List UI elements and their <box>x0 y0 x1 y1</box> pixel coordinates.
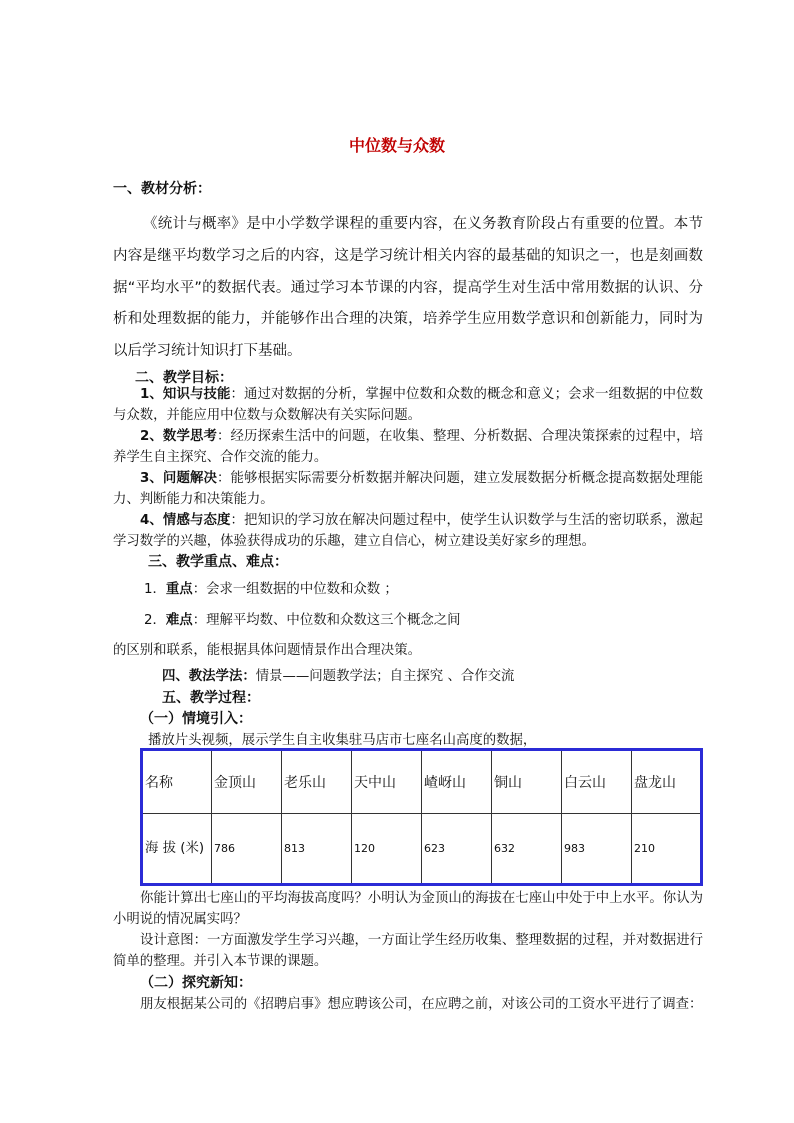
key-point-2-text: ：理解平均数、中位数和众数这三个概念之间 <box>192 613 461 628</box>
table-cell: 210 <box>632 814 702 885</box>
table-cell: 金顶山 <box>212 750 282 814</box>
goal-3-text: ：能够根据实际需要分析数据并解决问题，建立发展数据分析概念提高数据处理能力、判断能力和决策能力。 <box>113 471 703 507</box>
table-cell: 813 <box>282 814 352 885</box>
explore-paragraph: 朋友根据某公司的《招聘启事》想应聘该公司，在应聘之前，对该公司的工资水平进行了调查： <box>140 997 703 1012</box>
section-4-text: 情景——问题教学法；自主探究 、合作交流 <box>255 669 515 684</box>
section-1-paragraph: 《统计与概率》是中小学数学课程的重要内容，在义务教育阶段占有重要的位置。本节内容是继平均数学习之后的内容，这是学习统计相关内容的最基础的知识之一，也是刻画数据“平均水平”的数据代表。通过学习本节课的内容，提高学生对生活中常用数据的认识、分析和处理数据的能力，并能够作出合理的决策，培养学生应用数学意识和创新能力，同时为以后学习统计知识打下基础。 <box>113 216 703 360</box>
subsection-1-heading: （一）情境引入： <box>140 711 252 727</box>
design-intent-paragraph: 设计意图：一方面激发学生学习兴趣，一方面让学生经历收集、整理数据的过程，并对数据进行简单的整理。并引入本节课的课题。 <box>113 933 703 969</box>
key-point-2 <box>144 609 461 628</box>
table-cell: 老乐山 <box>282 750 352 814</box>
table-cell: 盘龙山 <box>632 750 702 814</box>
table-cell: 786 <box>212 814 282 885</box>
goal-4-text: ：把知识的学习放在解决问题过程中，使学生认识数学与生活的密切联系，激起学习数学的兴趣，体验获得成功的乐趣，建立自信心，树立建设美好家乡的理想。 <box>113 513 703 549</box>
table-row <box>142 814 702 885</box>
key-point-2-number: 2． <box>144 613 166 628</box>
goal-3-label: 3、问题解决 <box>140 471 217 486</box>
goal-2 <box>113 426 703 468</box>
key-point-2-continued: 的区别和联系，能根据具体问题情景作出合理决策。 <box>113 643 421 658</box>
goal-4-label: 4、情感与态度 <box>140 513 231 528</box>
goal-2-label: 2、数学思考 <box>140 429 217 444</box>
goal-1-label: 1、知识与技能 <box>140 387 231 402</box>
table-cell: 120 <box>352 814 422 885</box>
table-row-label: 海 拔 (米) <box>142 814 212 885</box>
table-cell: 983 <box>562 814 632 885</box>
table-cell: 623 <box>422 814 492 885</box>
mountain-height-table <box>140 748 703 886</box>
section-2-heading: 二、教学目标： <box>135 370 233 386</box>
table-cell: 名称 <box>142 750 212 814</box>
section-5-heading: 五、教学过程： <box>162 690 260 706</box>
key-point-1-label: 重点 <box>165 582 193 597</box>
table-cell: 嵖岈山 <box>422 750 492 814</box>
key-point-1-text: ：会求一组数据的中位数和众数 ； <box>192 582 398 597</box>
goal-1 <box>113 384 703 426</box>
section-4 <box>162 665 514 684</box>
table-cell: 天中山 <box>352 750 422 814</box>
goal-1-text: ：通过对数据的分析，掌握中位数和众数的概念和意义；会求一组数据的中位数与众数，并能应用中位数与众数解决有关实际问题。 <box>113 387 703 423</box>
goal-4 <box>113 510 703 552</box>
section-1-heading: 一、教材分析： <box>113 181 211 197</box>
key-point-1-number: 1． <box>144 582 166 597</box>
table-cell: 铜山 <box>492 750 562 814</box>
question-paragraph: 你能计算出七座山的平均海拔高度吗？小明认为金顶山的海拔在七座山中处于中上水平。你认为小明说的情况属实吗？ <box>113 891 703 927</box>
key-point-2-label: 难点 <box>165 613 193 628</box>
document-title: 中位数与众数 <box>348 136 445 155</box>
section-4-label: 四、教法学法： <box>162 669 256 684</box>
table-cell: 白云山 <box>562 750 632 814</box>
table-cell: 632 <box>492 814 562 885</box>
key-point-1 <box>144 578 398 597</box>
subsection-2-heading: （二）探究新知： <box>140 975 252 991</box>
goal-3 <box>113 468 703 510</box>
table-header-row <box>142 750 702 814</box>
intro-line: 播放片头视频，展示学生自主收集驻马店市七座名山高度的数据， <box>148 733 537 748</box>
section-3-heading: 三、教学重点、难点： <box>148 554 288 570</box>
goal-2-text: ：经历探索生活中的问题，在收集、整理、分析数据、合理决策探索的过程中，培养学生自主探究、合作交流的能力。 <box>113 429 703 465</box>
